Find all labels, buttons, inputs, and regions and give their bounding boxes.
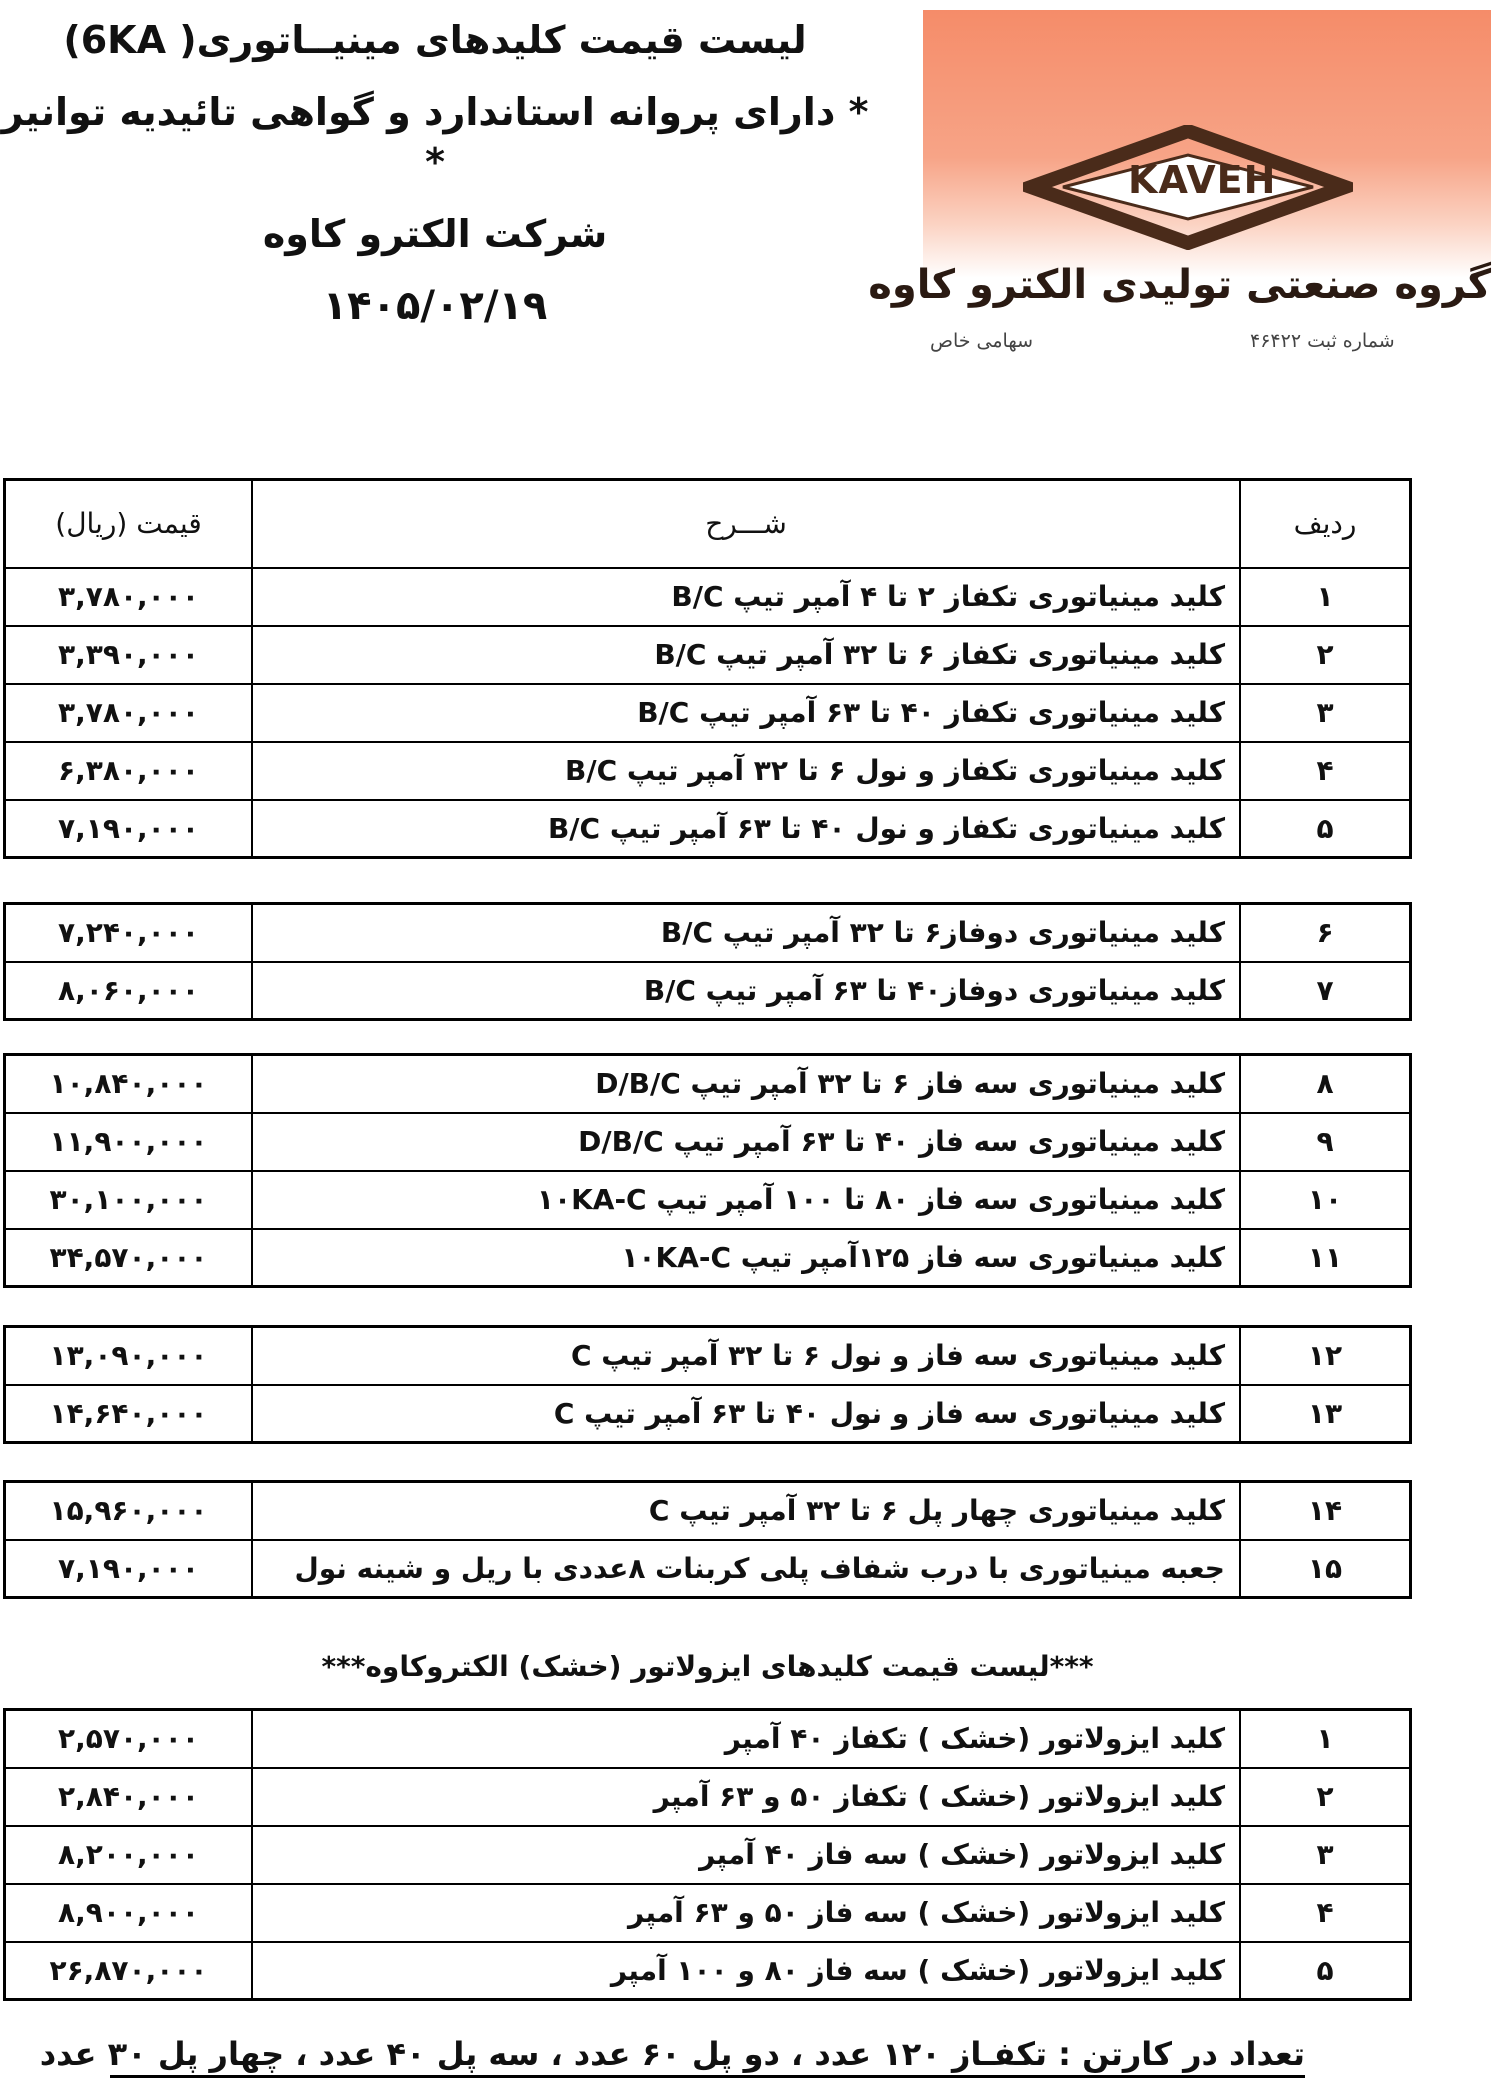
description-cell: کلید ایزولاتور (خشک ) تکفاز ۴۰ آمپر bbox=[252, 1710, 1240, 1768]
logo-company-name: گروه صنعتی تولیدی الکترو کاوه bbox=[868, 262, 1491, 308]
price-table-group-3 bbox=[3, 1053, 1412, 1288]
table-row bbox=[5, 626, 1411, 684]
price-cell: ۳,۷۸۰,۰۰۰ bbox=[5, 684, 253, 742]
price-cell: ۲۶,۸۷۰,۰۰۰ bbox=[5, 1942, 253, 2000]
row-number-cell: ۵ bbox=[1240, 1942, 1411, 2000]
price-cell: ۳۰,۱۰۰,۰۰۰ bbox=[5, 1171, 253, 1229]
table-row bbox=[5, 962, 1411, 1020]
price-cell: ۲,۵۷۰,۰۰۰ bbox=[5, 1710, 253, 1768]
description-cell: کلید مینیاتوری سه فاز ۸۰ تا ۱۰۰ آمپر تیپ ۱۰KA-C bbox=[252, 1171, 1240, 1229]
description-cell: کلید مینیاتوری تکفاز ۶ تا ۳۲ آمپر تیپ B/C bbox=[252, 626, 1240, 684]
description-cell: کلید ایزولاتور (خشک ) سه فاز ۵۰ و ۶۳ آمپر bbox=[252, 1884, 1240, 1942]
row-number-cell: ۴ bbox=[1240, 1884, 1411, 1942]
table-row bbox=[5, 1826, 1411, 1884]
price-cell: ۷,۱۹۰,۰۰۰ bbox=[5, 800, 253, 858]
row-number-cell: ۸ bbox=[1240, 1055, 1411, 1113]
row-number-cell: ۷ bbox=[1240, 962, 1411, 1020]
title-block bbox=[0, 15, 870, 353]
isolator-title: ***لیست قیمت کلیدهای ایزولاتور (خشک) الکتروکاوه*** bbox=[321, 1650, 1094, 1683]
row-number-cell: ۴ bbox=[1240, 742, 1411, 800]
price-date: ۱۴۰۵/۰۲/۱۹ bbox=[322, 283, 548, 329]
price-cell: ۲,۸۴۰,۰۰۰ bbox=[5, 1768, 253, 1826]
table-row bbox=[5, 1884, 1411, 1942]
price-cell: ۳,۷۸۰,۰۰۰ bbox=[5, 568, 253, 626]
price-cell: ۷,۲۴۰,۰۰۰ bbox=[5, 904, 253, 962]
price-cell: ۸,۹۰۰,۰۰۰ bbox=[5, 1884, 253, 1942]
company-name: شرکت الکترو کاوه bbox=[262, 212, 608, 256]
header-description: شـــرح bbox=[252, 480, 1240, 568]
table-row bbox=[5, 1229, 1411, 1287]
table-row bbox=[5, 684, 1411, 742]
carton-quantity-note: تعداد در کارتن : تکفـاز ۱۲۰ عدد ، دو پل ۶۰ عدد ، سه پل ۴۰ عدد ، چهار پل ۳۰ عدد bbox=[110, 2035, 1305, 2078]
description-cell: کلید مینیاتوری دوفاز۶ تا ۳۲ آمپر تیپ B/C bbox=[252, 904, 1240, 962]
row-number-cell: ۱۱ bbox=[1240, 1229, 1411, 1287]
table-row bbox=[5, 1540, 1411, 1598]
description-cell: کلید مینیاتوری سه فاز و نول ۴۰ تا ۶۳ آمپر تیپ C bbox=[252, 1385, 1240, 1443]
row-number-cell: ۱۳ bbox=[1240, 1385, 1411, 1443]
row-number-cell: ۲ bbox=[1240, 626, 1411, 684]
description-cell: کلید مینیاتوری سه فاز ۶ تا ۳۲ آمپر تیپ D/B/C bbox=[252, 1055, 1240, 1113]
description-cell: کلید مینیاتوری سه فاز و نول ۶ تا ۳۲ آمپر تیپ C bbox=[252, 1327, 1240, 1385]
description-cell: کلید مینیاتوری چهار پل ۶ تا ۳۲ آمپر تیپ C bbox=[252, 1482, 1240, 1540]
price-cell: ۱۴,۶۴۰,۰۰۰ bbox=[5, 1385, 253, 1443]
description-cell: کلید ایزولاتور (خشک ) تکفاز ۵۰ و ۶۳ آمپر bbox=[252, 1768, 1240, 1826]
price-cell: ۳,۳۹۰,۰۰۰ bbox=[5, 626, 253, 684]
row-number-cell: ۶ bbox=[1240, 904, 1411, 962]
table-row bbox=[5, 1171, 1411, 1229]
description-cell: کلید ایزولاتور (خشک ) سه فاز ۸۰ و ۱۰۰ آمپر bbox=[252, 1942, 1240, 2000]
description-cell: کلید ایزولاتور (خشک ) سه فاز ۴۰ آمپر bbox=[252, 1826, 1240, 1884]
logo-brand: KAVEH bbox=[1128, 158, 1277, 202]
header-row-number: ردیف bbox=[1240, 480, 1411, 568]
description-cell: کلید مینیاتوری تکفاز ۲ تا ۴ آمپر تیپ B/C bbox=[252, 568, 1240, 626]
price-table-group-4 bbox=[3, 1325, 1412, 1444]
price-cell: ۱۱,۹۰۰,۰۰۰ bbox=[5, 1113, 253, 1171]
row-number-cell: ۱۲ bbox=[1240, 1327, 1411, 1385]
table-row bbox=[5, 1113, 1411, 1171]
table-row bbox=[5, 742, 1411, 800]
table-row bbox=[5, 1482, 1411, 1540]
price-cell: ۷,۱۹۰,۰۰۰ bbox=[5, 1540, 253, 1598]
row-number-cell: ۱۵ bbox=[1240, 1540, 1411, 1598]
table-row bbox=[5, 1327, 1411, 1385]
row-number-cell: ۱ bbox=[1240, 1710, 1411, 1768]
row-number-cell: ۳ bbox=[1240, 684, 1411, 742]
price-table-group-5 bbox=[3, 1480, 1412, 1599]
row-number-cell: ۱۴ bbox=[1240, 1482, 1411, 1540]
price-cell: ۳۴,۵۷۰,۰۰۰ bbox=[5, 1229, 253, 1287]
table-row bbox=[5, 568, 1411, 626]
row-number-cell: ۱ bbox=[1240, 568, 1411, 626]
price-table-group-2 bbox=[3, 902, 1412, 1021]
description-cell: کلید مینیاتوری سه فاز ۴۰ تا ۶۳ آمپر تیپ D/B/C bbox=[252, 1113, 1240, 1171]
table-row bbox=[5, 904, 1411, 962]
table-row bbox=[5, 1768, 1411, 1826]
price-table-header bbox=[3, 478, 1412, 859]
table-row bbox=[5, 1942, 1411, 2000]
row-number-cell: ۹ bbox=[1240, 1113, 1411, 1171]
description-cell: کلید مینیاتوری دوفاز۴۰ تا ۶۳ آمپر تیپ B/C bbox=[252, 962, 1240, 1020]
header-price: قیمت (ریال) bbox=[5, 480, 253, 568]
description-cell: کلید مینیاتوری تکفاز ۴۰ تا ۶۳ آمپر تیپ B/C bbox=[252, 684, 1240, 742]
logo-registration: شماره ثبت ۴۶۴۲۲ bbox=[1250, 330, 1395, 352]
certification-line: * دارای پروانه استاندارد و گواهی تائیدیه توانیر * bbox=[1, 90, 869, 184]
price-cell: ۶,۳۸۰,۰۰۰ bbox=[5, 742, 253, 800]
price-cell: ۱۳,۰۹۰,۰۰۰ bbox=[5, 1327, 253, 1385]
price-cell: ۸,۲۰۰,۰۰۰ bbox=[5, 1826, 253, 1884]
table-row bbox=[5, 1710, 1411, 1768]
table-row bbox=[5, 1385, 1411, 1443]
logo-company-type: سهامی خاص bbox=[930, 330, 1034, 352]
isolator-table bbox=[3, 1708, 1412, 2001]
table-row bbox=[5, 1055, 1411, 1113]
row-number-cell: ۲ bbox=[1240, 1768, 1411, 1826]
page-title: لیست قیمت کلیدهای مینیــاتوری( 6KA) bbox=[63, 18, 807, 62]
price-cell: ۱۰,۸۴۰,۰۰۰ bbox=[5, 1055, 253, 1113]
table-row bbox=[5, 800, 1411, 858]
description-cell: کلید مینیاتوری تکفاز و نول ۴۰ تا ۶۳ آمپر تیپ B/C bbox=[252, 800, 1240, 858]
price-cell: ۸,۰۶۰,۰۰۰ bbox=[5, 962, 253, 1020]
row-number-cell: ۱۰ bbox=[1240, 1171, 1411, 1229]
price-cell: ۱۵,۹۶۰,۰۰۰ bbox=[5, 1482, 253, 1540]
company-logo bbox=[923, 10, 1491, 278]
description-cell: جعبه مینیاتوری با درب شفاف پلی کربنات ۸عددی با ریل و شینه نول bbox=[252, 1540, 1240, 1598]
description-cell: کلید مینیاتوری تکفاز و نول ۶ تا ۳۲ آمپر تیپ B/C bbox=[252, 742, 1240, 800]
row-number-cell: ۵ bbox=[1240, 800, 1411, 858]
description-cell: کلید مینیاتوری سه فاز ۱۲۵آمپر تیپ ۱۰KA-C bbox=[252, 1229, 1240, 1287]
row-number-cell: ۳ bbox=[1240, 1826, 1411, 1884]
